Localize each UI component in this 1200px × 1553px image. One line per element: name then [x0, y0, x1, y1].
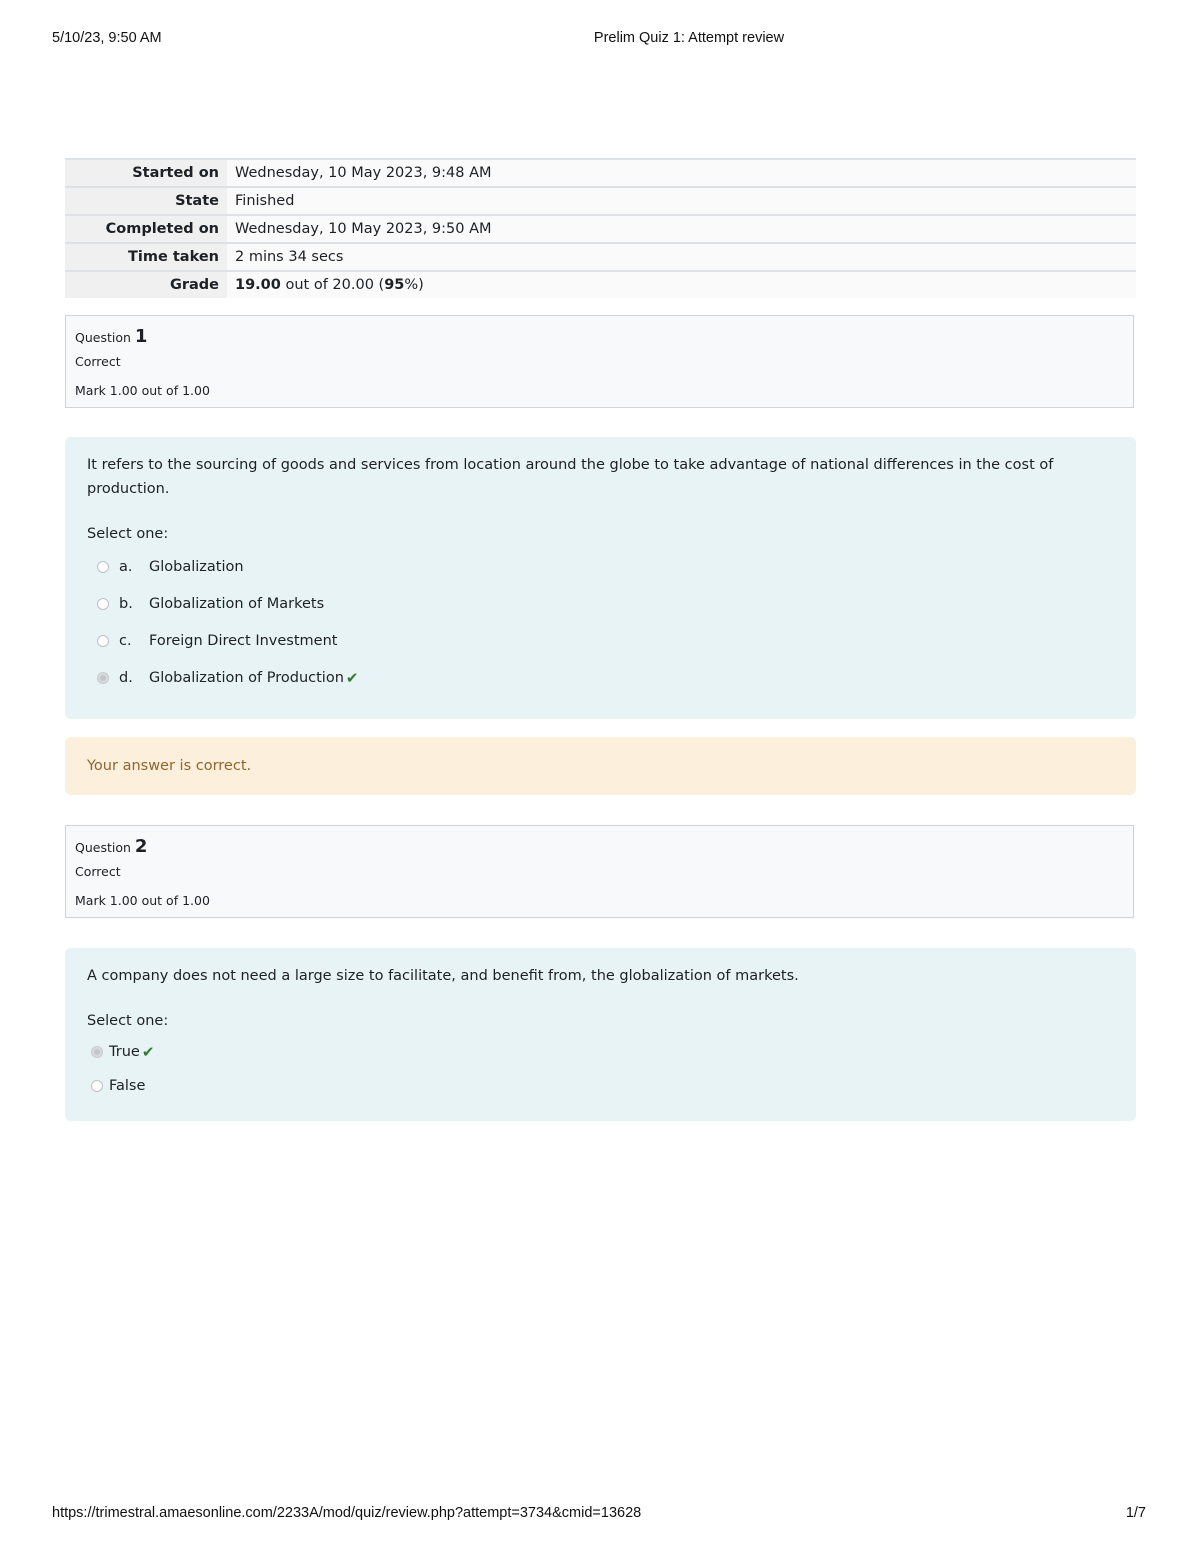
answer-label: True — [109, 1044, 140, 1060]
grade-percent-suffix: %) — [404, 277, 424, 293]
answer-label: Globalization of Production — [149, 669, 344, 686]
question-content-2 — [65, 948, 1136, 1121]
answer-letter: a. — [119, 558, 133, 575]
summary-value: Finished — [227, 187, 1136, 215]
summary-value: 2 mins 34 secs — [227, 243, 1136, 271]
answer-option-true[interactable] — [87, 1035, 1114, 1069]
answer-label: Globalization of Markets — [149, 595, 325, 612]
print-datetime: 5/10/23, 9:50 AM — [52, 30, 162, 46]
question-info-2 — [65, 825, 1134, 918]
select-one-prompt: Select one: — [87, 526, 169, 542]
check-icon: ✔ — [141, 1043, 155, 1061]
summary-label: Time taken — [65, 243, 227, 271]
question-state: Correct — [75, 864, 121, 879]
summary-row — [65, 159, 1136, 187]
page-number: 1/7 — [1125, 1505, 1146, 1521]
answer-feedback — [65, 737, 1136, 795]
answer-letter: b. — [119, 595, 133, 612]
answer-letter: c. — [119, 632, 132, 649]
radio-button-selected[interactable] — [97, 672, 109, 684]
grade-percent: 95 — [384, 277, 405, 293]
select-one-prompt: Select one: — [87, 1013, 169, 1029]
answer-option-false[interactable] — [87, 1069, 1114, 1103]
question-state: Correct — [75, 354, 121, 369]
summary-row — [65, 243, 1136, 271]
check-icon: ✔ — [345, 668, 359, 687]
summary-label: Completed on — [65, 215, 227, 243]
answer-option-d[interactable] — [87, 659, 1114, 696]
answer-option-c[interactable] — [87, 622, 1114, 659]
question-text: It refers to the sourcing of goods and services from location around the globe to take advantage of national differences in the cost of production. — [87, 457, 1054, 497]
attempt-summary-table — [65, 158, 1136, 298]
question-content-1 — [65, 437, 1136, 719]
summary-row — [65, 215, 1136, 243]
radio-button[interactable] — [97, 635, 109, 647]
summary-value: Wednesday, 10 May 2023, 9:50 AM — [227, 215, 1136, 243]
answer-label: Foreign Direct Investment — [149, 632, 338, 649]
radio-button-selected[interactable] — [91, 1046, 103, 1058]
question-number: Question 1 — [75, 326, 148, 347]
answer-letter: d. — [119, 669, 133, 686]
summary-value: Wednesday, 10 May 2023, 9:48 AM — [227, 159, 1136, 187]
radio-button[interactable] — [91, 1080, 103, 1092]
grade-out-of: out of 20.00 ( — [285, 277, 385, 293]
radio-button[interactable] — [97, 561, 109, 573]
grade-score: 19.00 — [235, 277, 281, 293]
summary-row — [65, 271, 1136, 298]
feedback-text: Your answer is correct. — [87, 758, 252, 774]
summary-row — [65, 187, 1136, 215]
page-url: https://trimestral.amaesonline.com/2233A/mod/quiz/review.php?attempt=3734&cmid=13628 — [52, 1505, 642, 1521]
question-mark: Mark 1.00 out of 1.00 — [75, 383, 210, 398]
print-footer — [0, 1505, 1200, 1525]
answer-option-b[interactable] — [87, 585, 1114, 622]
summary-label: Started on — [65, 159, 227, 187]
print-header — [0, 30, 1200, 50]
question-text: A company does not need a large size to facilitate, and benefit from, the globalization of markets. — [87, 968, 799, 984]
question-number: Question 2 — [75, 836, 148, 857]
answer-label: False — [109, 1078, 146, 1094]
answer-label: Globalization — [149, 558, 244, 575]
summary-label: Grade — [65, 271, 227, 298]
answer-options — [87, 548, 1114, 696]
print-page-title: Prelim Quiz 1: Attempt review — [593, 30, 785, 46]
summary-label: State — [65, 187, 227, 215]
question-info-1 — [65, 315, 1134, 408]
radio-button[interactable] — [97, 598, 109, 610]
grade-value — [227, 271, 1136, 298]
answer-option-a[interactable] — [87, 548, 1114, 585]
question-mark: Mark 1.00 out of 1.00 — [75, 893, 210, 908]
answer-options — [87, 1035, 1114, 1103]
